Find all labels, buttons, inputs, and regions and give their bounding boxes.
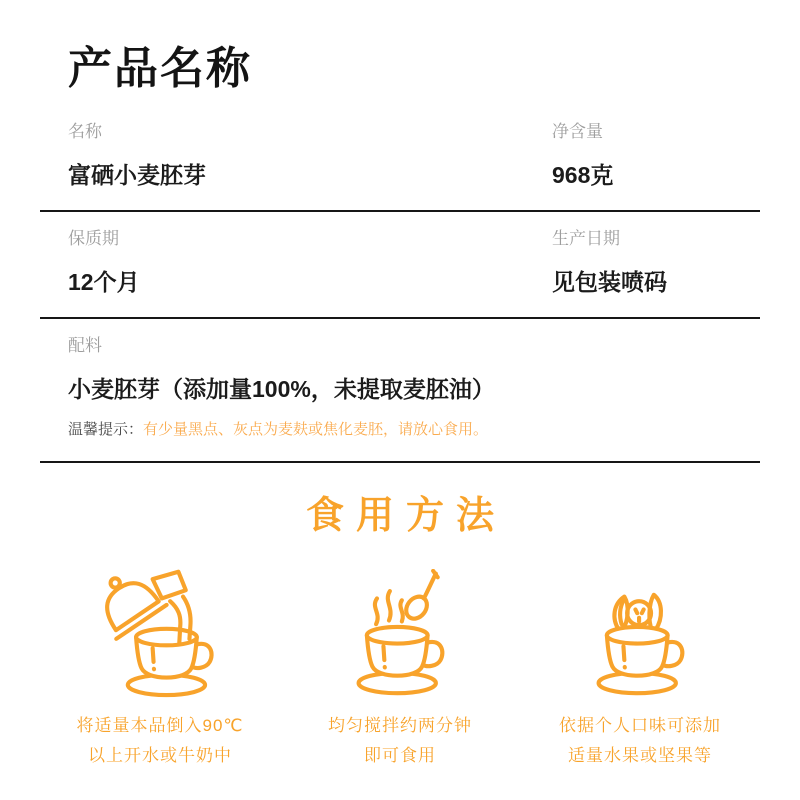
- warm-tip: [68, 419, 732, 441]
- caption-line-2: 适量水果或坚果等: [568, 745, 712, 765]
- row-shelflife-proddate: [40, 212, 760, 319]
- field-shelf-life: [68, 228, 552, 297]
- warm-tip-text: 有少量黑点、灰点为麦麸或焦化麦胚，请放心食用。: [143, 420, 489, 438]
- ingredients-label: 配料: [68, 335, 102, 355]
- shelf-life-label: 保质期: [68, 228, 119, 248]
- field-net-weight: [552, 121, 732, 190]
- production-date-value: 见包装喷码: [552, 268, 667, 295]
- caption-line-1: 将适量本品倒入90℃: [76, 715, 244, 735]
- kettle-pour-cup-icon: [85, 569, 235, 707]
- row-ingredients: [40, 319, 760, 463]
- field-production-date: [552, 228, 732, 297]
- warm-tip-prefix: 温馨提示：: [68, 420, 144, 438]
- field-name: [68, 121, 552, 190]
- usage-step-caption: [76, 711, 243, 771]
- caption-line-2: 以上开水或牛奶中: [87, 745, 232, 765]
- usage-step-caption: [559, 711, 721, 771]
- usage-step-pour: [40, 569, 280, 771]
- shelf-life-value: 12个月: [68, 268, 140, 295]
- row-name-netweight: [40, 105, 760, 212]
- production-date-label: 生产日期: [552, 228, 620, 248]
- name-value: 富硒小麦胚芽: [68, 161, 206, 188]
- caption-line-1: 均匀搅拌约两分钟: [328, 715, 472, 735]
- usage-step-add-fruit: [520, 569, 760, 771]
- fruit-cup-icon: [565, 569, 715, 707]
- caption-line-2: 即可食用: [364, 745, 436, 765]
- usage-section-title: 食用方法: [305, 494, 506, 537]
- net-weight-label: 净含量: [552, 121, 603, 141]
- page-title: 产品名称: [68, 44, 252, 93]
- net-weight-value: 968克: [552, 161, 614, 188]
- ingredients-value: 小麦胚芽（添加量100%，未提取麦胚油）: [68, 375, 495, 402]
- usage-steps: [40, 569, 760, 771]
- name-label: 名称: [68, 121, 102, 141]
- spoon-stir-cup-icon: [325, 569, 475, 707]
- caption-line-1: 依据个人口味可添加: [559, 715, 721, 735]
- usage-step-stir: [280, 569, 520, 771]
- usage-step-caption: [328, 711, 472, 771]
